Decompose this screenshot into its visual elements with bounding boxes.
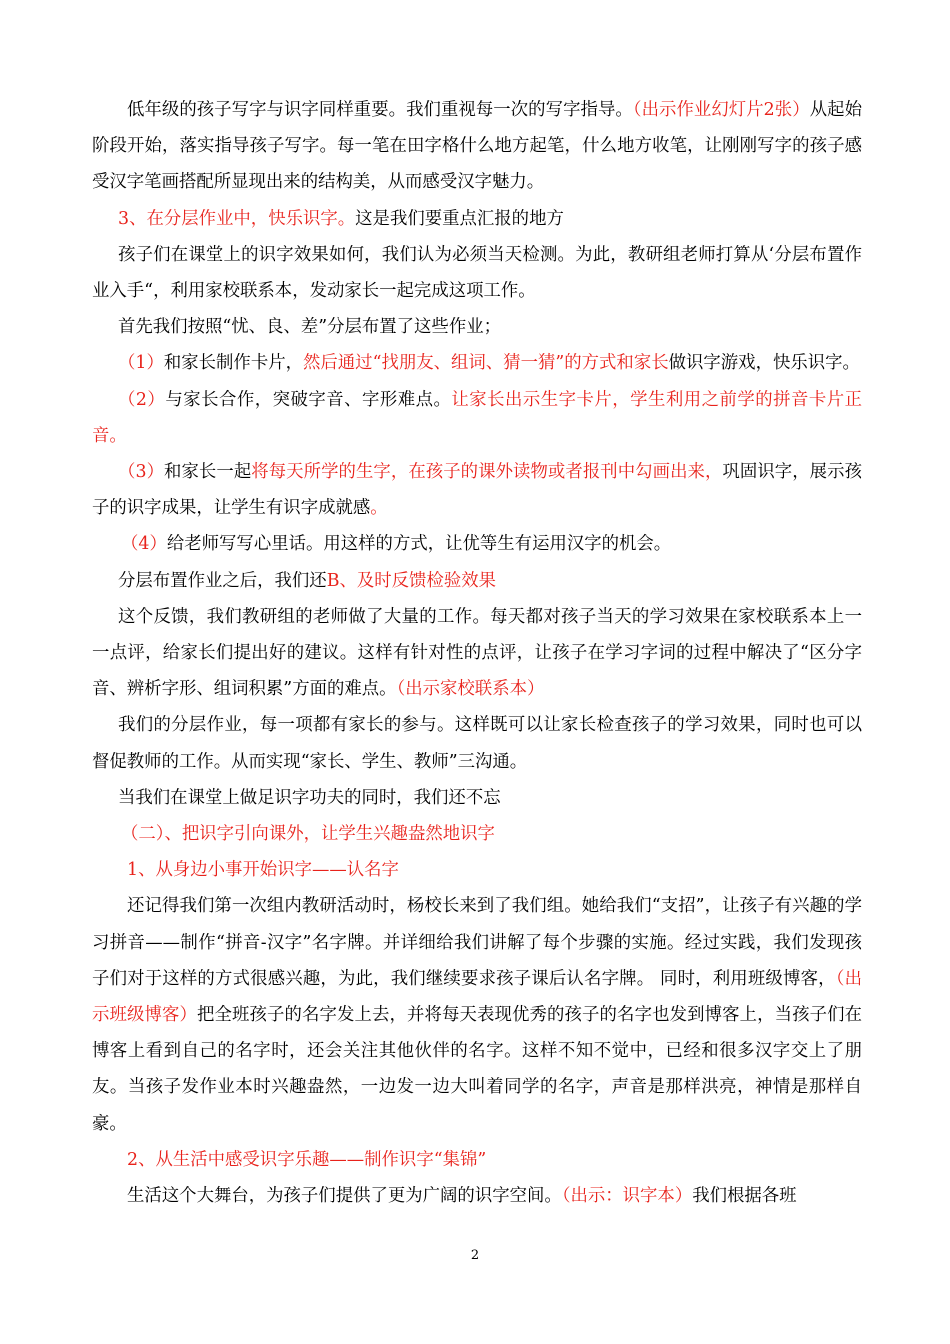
- text-run: 这个反馈，我们教研组的老师做了大量的工作。每天都对孩子当天的学习效果在家校联系本上一一点评，给家长们提出好的建议。这样有针对性的点评，让孩子在学习字词的过程中解决了“区分字音、辨析字形、组词积累”方面的难点。: [92, 606, 862, 700]
- paragraph: [92, 707, 862, 779]
- text-run: 这是我们要重点汇报的地方: [355, 208, 564, 229]
- paragraph: [92, 563, 862, 599]
- highlighted-text: （出示作业幻灯片2张）: [632, 100, 810, 120]
- highlighted-text: （1）: [118, 353, 164, 374]
- highlighted-text: 将每天所学的生字，在孩子的课外读物或者报刊中勾画出来，: [251, 462, 723, 483]
- paragraph: [92, 1142, 862, 1178]
- highlighted-text: B、及时反馈检验效果: [326, 570, 496, 591]
- highlighted-text: 。: [370, 498, 388, 519]
- text-run: 分层布置作业之后，我们还: [118, 570, 327, 591]
- text-run: 还记得我们第一次组内教研活动时，杨校长来到了我们组。她给我们“支招”，让孩子有兴趣的学习拼音——制作“拼音-汉字”名字牌。并详细给我们讲解了每个步骤的实施。经过实践，我们发现孩子们对于这样的方式很感兴趣，为此，我们继续要求孩子课后认名字牌。 同时，利用班级博客，: [92, 896, 862, 989]
- paragraph: [92, 345, 862, 381]
- text-run: 我们根据各班: [692, 1186, 797, 1207]
- highlighted-text: 然后通过“找朋友、组词、猜一猜”的方式和家长: [303, 353, 669, 374]
- highlighted-text: 让家长出示生字卡片，学生利用之前学的拼音卡片正音。: [92, 389, 862, 446]
- text-run: 孩子们在课堂上的识字效果如何，我们认为必须当天检测。为此，教研组老师打算从‘分层布置作业入手“，利用家校联系本，发动家长一起完成这项工作。: [92, 244, 862, 302]
- text-run: 和家长一起: [164, 462, 252, 483]
- text-run: 巩固识字，展示孩子的识字成果，让学生有识字成就感: [92, 462, 862, 519]
- paragraph: [92, 852, 862, 888]
- text-run: 当我们在课堂上做足识字功夫的同时，我们还不忘: [118, 787, 501, 808]
- highlighted-text: （3）: [118, 462, 165, 483]
- highlighted-text: （出示家校联系本）: [396, 679, 545, 700]
- highlighted-text: （出示班级博客）: [92, 968, 862, 1026]
- paragraph: [92, 237, 862, 309]
- highlighted-text: （二）、把识字引向课外，让学生兴趣盎然地识字: [121, 824, 495, 845]
- paragraph: [92, 382, 862, 454]
- paragraph: [92, 201, 862, 237]
- paragraph: [92, 780, 862, 816]
- paragraph: [92, 454, 862, 526]
- paragraph: [92, 526, 862, 562]
- document-body: [92, 92, 862, 1214]
- text-run: 从起始阶段开始，落实指导孩子写字。每一笔在田字格什么地方起笔，什么地方收笔，让刚刚写字的孩子感受汉字笔画搭配所显现出来的结构美，从而感受汉字魅力。: [92, 100, 862, 193]
- highlighted-text: （2）: [118, 389, 166, 410]
- text-run: 给老师写写心里话。用这样的方式，让优等生有运用汉字的机会。: [166, 534, 672, 555]
- page-number: 2: [470, 1248, 480, 1263]
- highlighted-text: 2、从生活中感受识字乐趣——制作识字“集锦”: [127, 1149, 487, 1170]
- text-run: 把全班孩子的名字发上去，并将每天表现优秀的孩子的名字也发到博客上，当孩子们在博客上看到自己的名字时，还会关注其他伙伴的名字。这样不知不觉中，已经和很多汉字交上了朋友。当孩子发作业本时兴趣盎然，一边发一边大叫着同学的名字，声音是那样洪亮，神情是那样自豪。: [92, 1005, 862, 1134]
- text-run: 首先我们按照“忧、良、差”分层布置了这些作业；: [118, 317, 501, 338]
- text-run: 我们的分层作业，每一项都有家长的参与。这样既可以让家长检查孩子的学习效果，同时也可以督促教师的工作。从而实现“家长、学生、教师”三沟通。: [92, 715, 862, 772]
- paragraph: [92, 816, 862, 852]
- paragraph: [92, 1178, 862, 1214]
- text-run: 生活这个大舞台，为孩子们提供了更为广阔的识字空间。: [127, 1186, 562, 1207]
- text-run: 低年级的孩子写字与识字同样重要。我们重视每一次的写字指导。: [127, 100, 633, 120]
- text-run: 和家长制作卡片，: [163, 353, 303, 374]
- paragraph: [92, 599, 862, 708]
- paragraph: [92, 888, 862, 1141]
- paragraph: [92, 92, 862, 201]
- text-run: 做识字游戏，快乐识字。: [668, 353, 860, 374]
- highlighted-text: （出示：识字本）: [561, 1186, 693, 1207]
- text-run: 与家长合作，突破字音、字形难点。: [165, 389, 452, 410]
- highlighted-text: 1、从身边小事开始识字——认名字: [127, 860, 399, 881]
- paragraph: [92, 309, 862, 345]
- highlighted-text: （4）: [121, 534, 167, 555]
- highlighted-text: 3、在分层作业中，快乐识字。: [118, 208, 356, 229]
